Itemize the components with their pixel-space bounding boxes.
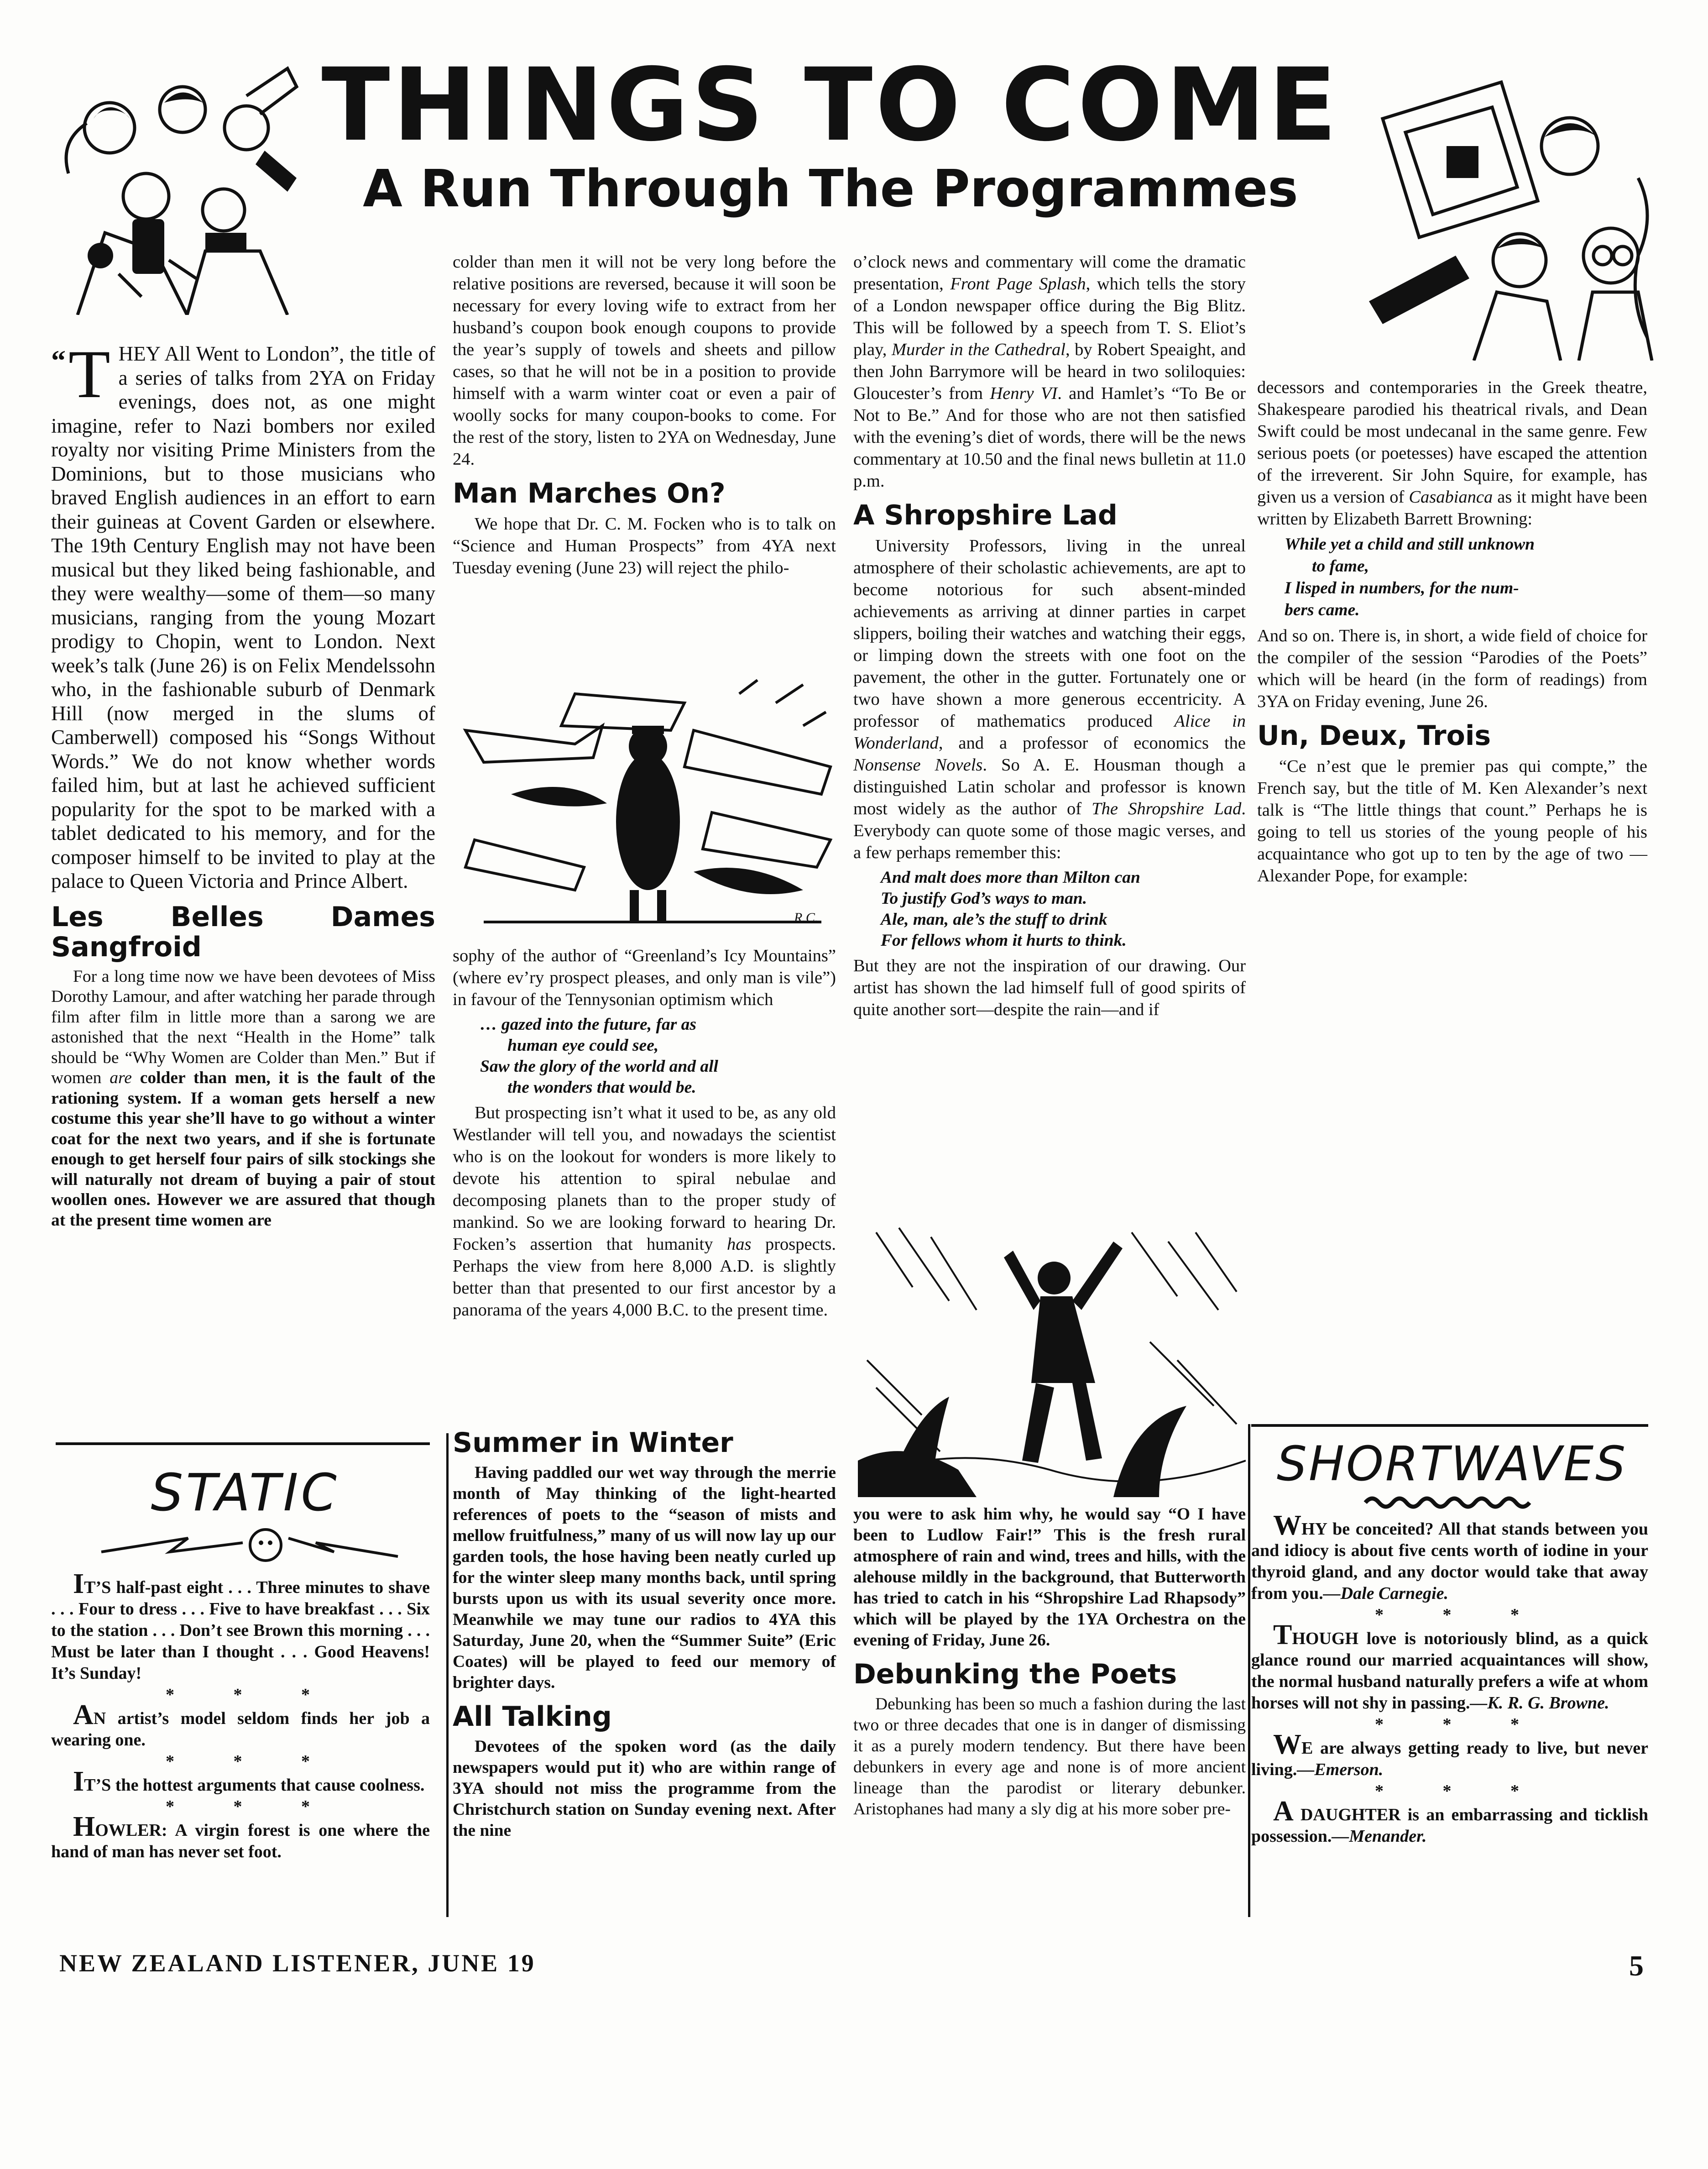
heading-man-marches-on: Man Marches On? <box>453 477 726 509</box>
static-item <box>51 1699 430 1751</box>
lad-em: Alice in Wonderland <box>853 712 1246 753</box>
shortwave-separator: * * * <box>1375 1605 1546 1624</box>
lad-paragraph-b: But they are not the inspiration of our drawing. Our artist has shown the lad himself full of good spirits of quite another sort—despite the rain—and if <box>853 956 1246 1019</box>
column-4-lower <box>1257 1196 1647 1200</box>
col3-text-b: , which tells the story of a London newspaper office during the Big Blitz. This will be followed by a speech from T. S. Eliot’s play, <box>853 274 1246 359</box>
lad-em: Nonsense Novels <box>853 755 983 775</box>
debunking-paragraph: Debunking has been so much a fashion during the last two or three decades that one is in danger of dismissing it as a purely modern tendency. But there have been debunkers in every age and none is of more ancient lineage than the parodist or literary debunker. Aristophanes had many a sly dig at his more sober pre- <box>853 1695 1246 1818</box>
page-number: 5 <box>1629 1949 1645 1982</box>
col3-em: Front Page Splash <box>950 274 1086 293</box>
col4-paragraph-b: And so on. There is, in short, a wide field of choice for the compiler of the session “Parodies of the Poets” which will be heard (in the form of readings) from 3YA on Friday evening, June 26. <box>1257 626 1647 711</box>
intro-dropcap: T <box>68 336 110 412</box>
belles-em: are <box>110 1069 132 1087</box>
column-2-summer <box>453 1420 836 1841</box>
shortwave-item-text: HOUGH love is notoriously blind, as a quick glance round our married acquaintances will show, the normal husband naturally prefers a wife at whom horses will not shy in passing. <box>1251 1629 1648 1713</box>
lad-em: The Shropshire Lad <box>1092 799 1242 818</box>
static-separator: * * * <box>166 1685 337 1704</box>
lad-paragraph <box>853 535 1246 864</box>
shortwave-item <box>1251 1796 1648 1847</box>
footer-publication: NEW ZEALAND LISTENER, JUNE 19 <box>59 1949 536 1977</box>
static-squiggle-icon <box>51 1525 439 1566</box>
static-item <box>51 1811 430 1863</box>
column-3 <box>853 251 1246 1021</box>
shortwave-item-text: DAUGHTER is an embarrassing and ticklish possession. <box>1251 1805 1648 1846</box>
tennyson-verse <box>480 1014 836 1098</box>
shortwave-item-cap: W <box>1273 1510 1301 1541</box>
man-text-c-a: But prospecting isn’t what it used to be, as any old Westlander will tell you, and nowadays the scientist who is on the lookout for wonders is more likely to devote his attention to spiral nebulae and decomposing planets than to the proper study of mankind. So we are looking forward to hearing Dr. Focken’s assertion that humanity <box>453 1103 836 1254</box>
man-paragraph-b: sophy of the author of “Greenland’s Icy Mountains” (where ev’ry prospect pleases, and only man is vile”) in favour of the Tennysonian optimism which <box>453 946 836 1009</box>
static-item-cap: H <box>73 1811 95 1842</box>
column-3-lower <box>853 1504 1246 1820</box>
col3-continuation <box>853 251 1246 492</box>
shortwave-separator: * * * <box>1375 1781 1546 1801</box>
lad-text-a: University Professors, living in the unreal atmosphere of their scholastic achievements, are apt to become notorious for such absent-minded achievements as arriving at dinner parties in carpet slippers, boiling their watches and watching their eggs, or limping down the streets with one foot on the pavement, the other in the gutter. Fortunately one or two have shown a more generous eccentricity. A professor of mathematics produced <box>853 536 1246 731</box>
col3-em: Henry VI <box>990 384 1058 403</box>
shortwave-item-cap: W <box>1273 1729 1301 1760</box>
col4-continuation <box>1257 377 1647 530</box>
static-item-text: T’S half-past eight . . . Three minutes to shave . . . Four to dress . . . Five to have breakfast . . . Six to the station . . . Don’t see Brown this morning . . . Must be later than I thought . . . Good Heavens! It’s Sunday! <box>51 1578 430 1683</box>
verse-line: human eye could see, <box>507 1036 659 1055</box>
heading-les-belles: Les Belles Dames Sangfroid <box>51 901 435 963</box>
static-item <box>51 1766 430 1797</box>
man-paragraph-a: We hope that Dr. C. M. Focken who is to talk on “Science and Human Prospects” from 4YA next Tuesday evening (June 23) will reject the philo- <box>453 514 836 577</box>
lad-text-b: , and a professor of economics the <box>938 733 1246 753</box>
shortwave-item-text: HY be conceited? All that stands between you and idiocy is about five cents worth of iodine in your thyroid gland, and any doctor would take that away from you. <box>1251 1519 1648 1603</box>
shortwave-item-attribution: —Emerson. <box>1297 1760 1384 1779</box>
wave-icon <box>1251 1493 1653 1512</box>
listeners-illustration <box>1364 64 1656 361</box>
col4-text-a: decessors and contemporaries in the Greek theatre, Shakespeare parodied his theatrical rivals, and Dean Swift could be most undecanal in the same genre. Few serious poets (or poetesses) have escaped the attention of the irreverent. Sir John Squire, for example, has given us a version of <box>1257 378 1647 507</box>
static-top-rule <box>56 1442 430 1445</box>
lad-text-d: . Everybody can quote some of those magic verses, and a few perhaps remember this: <box>853 799 1246 862</box>
column-1 <box>51 336 435 1231</box>
shortwave-item-attribution: —K. R. G. Browne. <box>1470 1693 1609 1713</box>
verse-line: to fame, <box>1312 557 1369 576</box>
all-talking-paragraph: Devotees of the spoken word (as the daily newspapers would put it) who are within range of 3YA should not miss the programme from the Christchurch station on Sunday evening next. After the nine <box>453 1737 836 1840</box>
man-text-c-b: prospects. Perhaps the view from here 8,000 A.D. is slightly better than that presented to our first ancestor by a panorama of the years 4,000 B.C. to the present time. <box>453 1235 836 1320</box>
static-item-text: T’S the hottest arguments that cause coolness. <box>84 1776 425 1795</box>
shortwaves-left-rule <box>1248 1424 1250 1917</box>
static-title: STATIC <box>151 1463 340 1523</box>
static-separator: * * * <box>166 1752 337 1771</box>
shortwave-item-attribution: —Dale Carnegie. <box>1323 1584 1449 1603</box>
col4-em: Casabianca <box>1409 487 1493 507</box>
summer-paragraph: Having paddled our wet way through the merrie month of May thinking of the light-hearted references of poets to the “season of mists and mellow fruitfulness,” many of us will now lay up our garden tools, the hose having been neatly curled up for the winter sleep many months back, until spring bursts upon us with its usual severity once more. Meanwhile we may tune our radios to 4YA this Saturday, June 20, when the “Summer Suite” (Eric Coates) will be played to feed our memory of brighter days. <box>453 1463 836 1692</box>
shropshire-lad-illustration <box>858 1223 1246 1497</box>
intro-paragraph <box>51 336 435 894</box>
bombers-illustration <box>456 676 835 936</box>
intro-open-quote: “ <box>51 344 66 377</box>
verse-line: For fellows whom it hurts to think. <box>881 931 1127 950</box>
verse-line: the wonders that would be. <box>507 1078 696 1097</box>
verse-line: And malt does more than Milton can <box>881 868 1140 887</box>
static-item-cap: I <box>73 1568 84 1599</box>
col3-em: Murder in the Cathedral <box>891 340 1066 359</box>
shortwave-item <box>1251 1510 1648 1604</box>
heading-all-talking: All Talking <box>453 1701 612 1733</box>
static-box <box>51 1442 439 1863</box>
static-items <box>51 1568 430 1863</box>
column-2 <box>453 251 836 579</box>
col3-text-c: , by Robert Speaight, and then John Barrymore will be heard in two soliloquies: Gloucester’s from <box>853 340 1246 403</box>
static-item-text: OWLER: A virgin forest is one where the hand of man has never set foot. <box>51 1821 430 1861</box>
verse-line: Ale, man, ale’s the stuff to drink <box>881 910 1107 929</box>
shortwaves-top-rule <box>1251 1424 1648 1427</box>
shortwaves-box <box>1251 1424 1653 1847</box>
shortwaves-title: SHORTWAVES <box>1276 1436 1628 1492</box>
plane-signature: R.C. <box>794 910 819 925</box>
verse-line: … gazed into the future, far as <box>480 1015 697 1034</box>
shortwave-item-text: E are always getting ready to live, but never living. <box>1251 1739 1648 1779</box>
housman-verse <box>881 867 1246 951</box>
man-paragraph-c <box>453 1102 836 1321</box>
static-item-cap: A <box>73 1699 94 1730</box>
man-em: has <box>726 1235 752 1254</box>
verse-line: Saw the glory of the world and all <box>480 1057 718 1076</box>
shortwave-separator: * * * <box>1375 1715 1546 1734</box>
page-subtitle: A Run Through The Programmes <box>363 159 1298 219</box>
heading-summer-in-winter: Summer in Winter <box>453 1427 733 1459</box>
heading-un-deux-trois: Un, Deux, Trois <box>1257 720 1491 752</box>
musicians-illustration <box>50 59 306 315</box>
page-title: THINGS TO COME <box>321 47 1340 163</box>
shortwave-item-cap: T <box>1273 1619 1292 1650</box>
lad-text-c: . So A. E. Housman though a distinguished Latin scholar and professor is known most widely as the author of <box>853 755 1246 818</box>
column-2-lower <box>453 945 836 1321</box>
static-item-cap: I <box>73 1766 84 1797</box>
verse-line: To justify God’s ways to man. <box>881 889 1087 908</box>
static-item-text: N artist’s model seldom finds her job a wearing one. <box>51 1709 430 1750</box>
shortwave-item-attribution: —Menander. <box>1332 1827 1427 1846</box>
col3-text-a: o’clock news and commentary will come the dramatic presentation, <box>853 252 1246 293</box>
intro-text: HEY All Went to London”, the title of a series of talks from 2YA on Friday evenings, does not, as one might imagine, refer to Nazi bombers nor exiled royalty nor visiting Prime Ministers from the Dominions, but to those musicians who braved English audiences in an effort to earn their guineas at Covent Garden or elsewhere. The 19th Century English may not have been musical but they liked being fashionable, and they were wealthy—some of them—so many musicians, ranging from the young Mozart prodigy to Chopin, went to London. Next week’s talk (June 26) is on Felix Mendelssohn who, in the fashionable suburb of Denmark Hill (now merged in the slums of Camberwell) composed his “Songs Without Words.” We do not know whether words failed him, but at last he achieved sufficient popularity for the spot to be marked with a tablet dedicated to his memory, and for the composer himself to be invited to play at the palace to Queen Victoria and Prince Albert. <box>51 342 435 892</box>
belles-text-a: For a long time now we have been devotees of Miss Dorothy Lamour, and after watching her parade through film after film in little more than a sarong we are astonished that the next “Health in the Home” talk should be “Why Women are Colder than Men.” But if women <box>51 967 435 1087</box>
shortwave-item <box>1251 1729 1648 1781</box>
verse-line: I lisped in numbers, for the num- <box>1285 579 1519 597</box>
shortwave-item <box>1251 1619 1648 1714</box>
column-4 <box>1257 377 1647 891</box>
verse-line: While yet a child and still unknown <box>1285 535 1535 554</box>
heading-debunking: Debunking the Poets <box>853 1658 1177 1690</box>
col2-continuation: colder than men it will not be very long before the relative positions are reversed, because it will soon be necessary for every loving wife to extract from her husband’s coupon book enough coupons to provide the year’s supply of towels and sheets and pillow cases, so that he will not be in a position to provide himself with a warm winter coat or even a pair of woolly socks for many coupon-books to come. For the rest of the story, listen to 2YA on Wednesday, June 24. <box>453 252 836 469</box>
masthead <box>292 47 1369 219</box>
shortwave-item-cap: A <box>1273 1796 1294 1827</box>
shortwaves-items <box>1251 1510 1648 1847</box>
static-right-rule <box>446 1433 449 1917</box>
ludlow-paragraph: you were to ask him why, he would say “O I have been to Ludlow Fair!” This is the fresh rural atmosphere of rain and wind, trees and hills, with the alehouse mildly in the background, that Butterworth has tried to catch in his “Shropshire Lad Rhapsody” which will be played by the 1YA Orchestra on the evening of Friday, June 26. <box>853 1505 1246 1650</box>
belles-text-b: colder than men, it is the fault of the rationing system. If a woman gets herself a new costume this year she’ll have to go without a winter coat for the next two years, and if she is fortunate enough to get herself four pairs of silk stockings she will naturally not dream of buying a pair of stout woollen ones. However we are assured that though at the present time women are <box>51 1069 435 1230</box>
verse-line: bers came. <box>1285 601 1360 619</box>
col4-text-b: as it might have been written by Elizabeth Barrett Browning: <box>1257 487 1647 529</box>
un-paragraph-a: “Ce n’est que le premier pas qui compte,” the French say, but the title of M. Ken Alexander’s next talk is “The little things that count.” Perhaps he is going to tell us stories of the young people of his acquaintance who got up to ten by the age of two — Alexander Pope, for example: <box>1257 757 1647 885</box>
heading-shropshire-lad: A Shropshire Lad <box>853 499 1118 531</box>
static-separator: * * * <box>166 1797 337 1816</box>
casabianca-verse <box>1285 534 1647 621</box>
col3-text-d: . and Hamlet’s “To Be or Not to Be.” And for those who are not then satisfied with the evening’s diet of words, there will be the news commentary at 10.50 and the final news bulletin at 11.0 p.m. <box>853 384 1246 491</box>
static-item <box>51 1568 430 1684</box>
belles-paragraph <box>51 967 435 1231</box>
